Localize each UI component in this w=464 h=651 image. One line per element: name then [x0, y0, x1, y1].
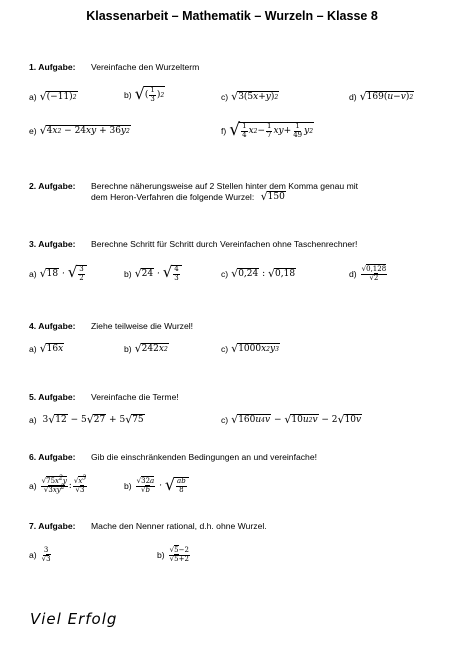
task-5-label: 5. Aufgabe:	[29, 392, 76, 402]
task-5-item-c: c) √ 160 u 4 v − √ 10 u 2 v − 2 √ 10 v	[221, 413, 362, 427]
task-4-text: Ziehe teilweise die Wurzel!	[91, 321, 194, 331]
task-4-label: 4. Aufgabe:	[29, 321, 76, 331]
task-1-item-a: a) √ (−11) 2	[29, 90, 77, 104]
task-1-label: 1. Aufgabe:	[29, 62, 76, 72]
task-3-item-b: b) √ 24 · √ $\frac{4}{3}$	[124, 265, 182, 283]
task-6-text: Gib die einschränkenden Bedingungen an und vereinfache!	[91, 452, 317, 462]
signature-text: Viel Erfolg	[30, 610, 118, 628]
task-7-label: 7. Aufgabe:	[29, 521, 76, 531]
task-1-item-d: d) √ 169( u − v ) 2	[349, 90, 414, 104]
task-1-item-e: e) √ 4 x 2 − 24 xy + 36 y 2	[29, 124, 130, 138]
document-title: Klassenarbeit – Mathematik – Wurzeln – Klasse 8	[86, 9, 378, 23]
task-3-item-a: a) √ 18 · √ $\frac{3}{2}$	[29, 265, 87, 283]
task-7-text: Mache den Nenner rational, d.h. ohne Wurzel.	[91, 521, 267, 531]
task-6-item-b: b) $\frac{√32a}{√b}$ · √ $\frac{ab}{8}$	[124, 475, 189, 497]
task-1-text: Vereinfache den Wurzelterm	[91, 62, 200, 72]
task-1-item-b: b) √ ( $\frac{1}{3}$ ) 2	[124, 84, 165, 104]
task-2-text: Berechne näherungsweise auf 2 Stellen hinter dem Komma genau mit	[91, 181, 359, 191]
task-4-item-a: a) √ 16 x	[29, 342, 64, 356]
task-6-item-a: a) $\frac{√75x^2y}{√3xy^2}$ : $\frac{√x^3}{√3}$	[29, 474, 87, 494]
task-7-item-b: b) $\frac{√5-2}{√5+2}$	[157, 545, 189, 563]
task-7-item-a: a) $\frac{3}{√3}$	[29, 545, 51, 563]
task-3-item-c: c) √ 0,24 : √ 0,18	[221, 267, 296, 281]
task-1-item-f: f) √ $\frac{1}{4}$ x 2 − $\frac{1}{7}$ xy + $\frac{1}{49}$ y 2	[221, 120, 314, 141]
task-3-item-d: d) $\frac{√0,128}{√2}$	[349, 264, 387, 282]
task-4-item-c: c) √ 1000 x 2 y 3	[221, 342, 279, 356]
task-5-text: Vereinfache die Terme!	[91, 392, 179, 402]
task-2-text-line2: dem Heron-Verfahren die folgende Wurzel: √ 150	[91, 190, 285, 203]
task-4-item-b: b) √ 242 x 2	[124, 342, 168, 356]
task-3-label: 3. Aufgabe:	[29, 239, 76, 249]
task-3-text: Berechne Schritt für Schritt durch Vereinfachen ohne Taschenrechner!	[91, 239, 358, 249]
task-6-label: 6. Aufgabe:	[29, 452, 76, 462]
task-1-item-c: c) √ 3(5 x + y ) 2	[221, 90, 279, 104]
task-2-label: 2. Aufgabe:	[29, 181, 76, 191]
task-5-item-a: a) 3 √ 12 − 5 √ 27 + 5 √ 75	[29, 413, 144, 427]
task-2-value: 150	[267, 192, 285, 202]
